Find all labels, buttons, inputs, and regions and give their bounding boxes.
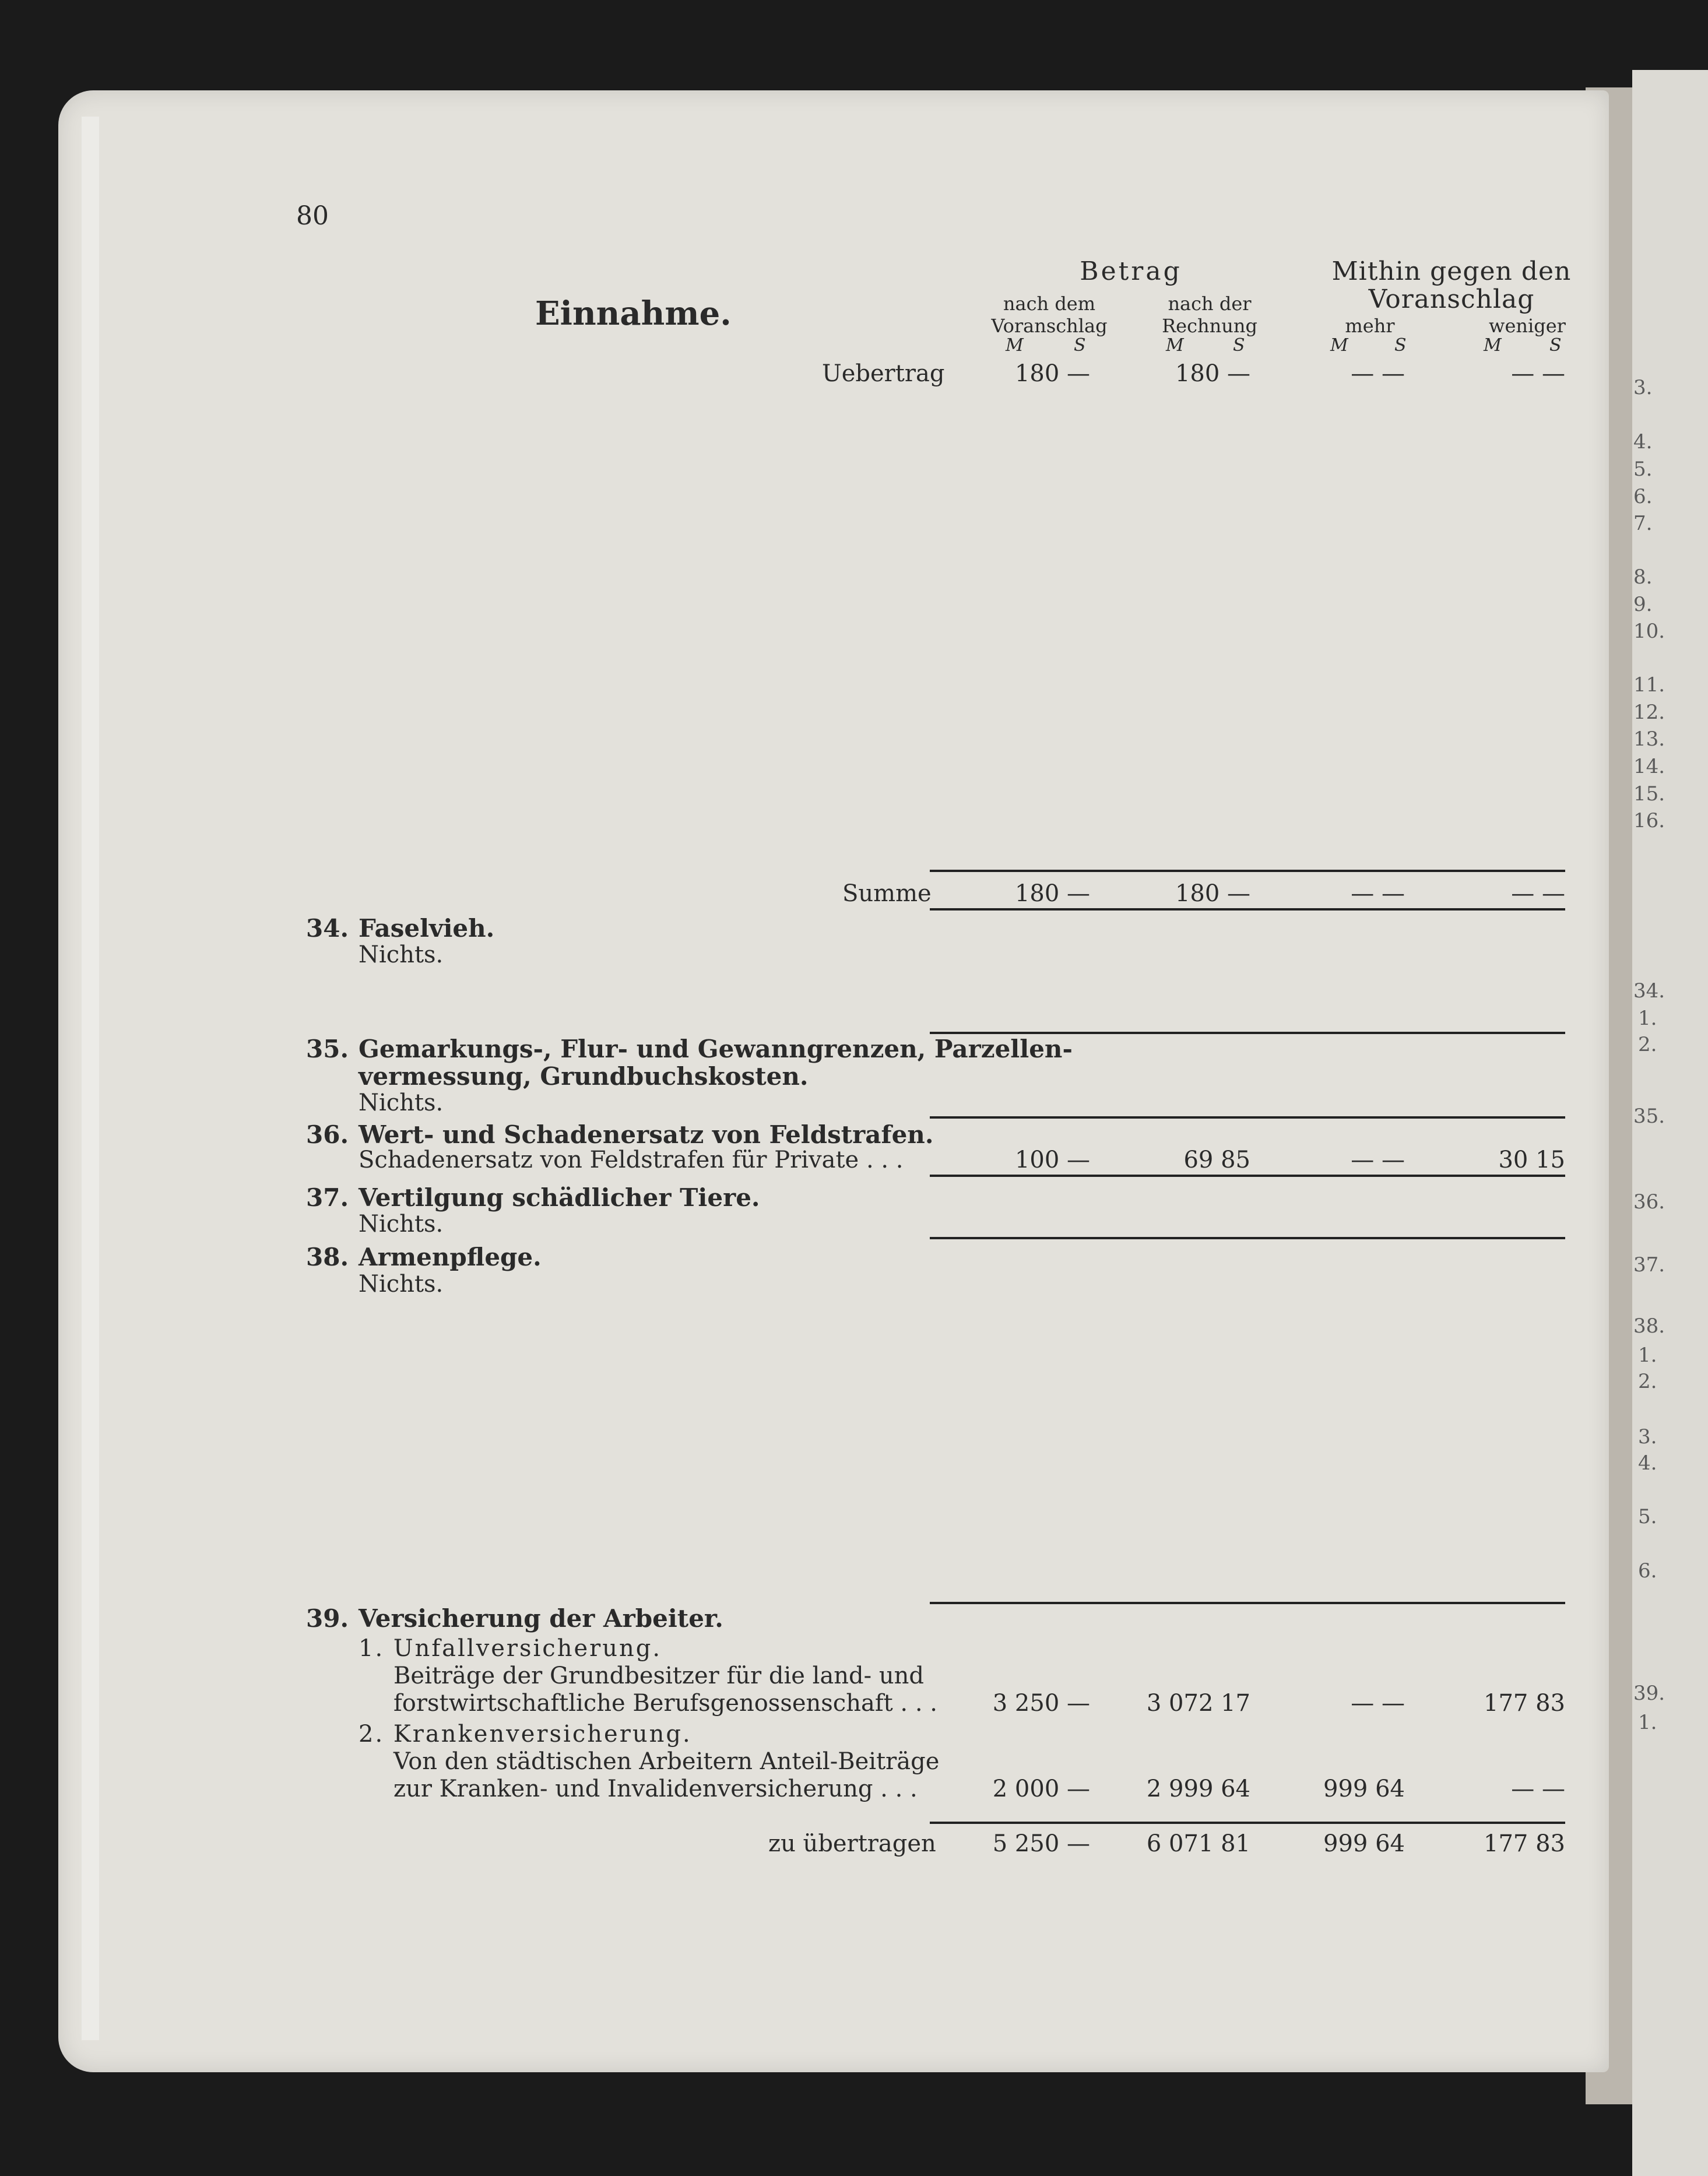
section-39-item-1-mehr: — — (1351, 1690, 1405, 1717)
col-voranschlag-head-1: nach dem (1003, 293, 1096, 315)
summe-weniger: — — (1511, 880, 1565, 907)
zu-uebertragen-rechnung: 6 071 81 (1146, 1830, 1250, 1857)
section-39-item-2-rechnung: 2 999 64 (1146, 1776, 1250, 1802)
uebertrag-rechnung: 180 — (1175, 360, 1250, 387)
section-heading: Einnahme. (535, 294, 732, 333)
section-39-item-2-voranschlag: 2 000 — (992, 1776, 1090, 1802)
facing-page-fragment: 8. (1633, 565, 1653, 589)
facing-page-fragment: 34. (1633, 979, 1665, 1003)
unit-pf: S (1233, 335, 1245, 356)
column-group-mithin: Mithin gegen den (1331, 256, 1572, 286)
section-35-title: Gemarkungs-, Flur- und Gewanngrenzen, Parzellen- (359, 1035, 1073, 1063)
section-36-mehr: — — (1351, 1147, 1405, 1173)
section-37-title: Vertilgung schädlicher Tiere. (359, 1183, 760, 1212)
unit-mark: M (1484, 335, 1502, 356)
facing-page-fragment: 1. (1638, 1344, 1657, 1367)
facing-page-fragment: 38. (1633, 1314, 1665, 1338)
unit-pf: S (1394, 335, 1407, 356)
column-group-betrag: Betrag (1080, 256, 1182, 286)
section-39-item-2-weniger: — — (1511, 1776, 1565, 1802)
summe-mehr: — — (1351, 880, 1405, 907)
col-voranschlag-head-2: Voranschlag (991, 315, 1108, 337)
section-36-body: Schadenersatz von Feldstrafen für Private . . . (359, 1147, 904, 1173)
facing-page-fragment: 35. (1633, 1105, 1665, 1128)
unit-mark: M (1330, 335, 1348, 356)
facing-page-fragment: 4. (1633, 430, 1653, 454)
facing-page-fragment: 6. (1638, 1559, 1657, 1583)
facing-page-fragment: 5. (1638, 1505, 1657, 1528)
column-group-mithin-2: Voranschlag (1368, 284, 1535, 314)
table-rule (930, 1602, 1565, 1604)
facing-page-fragment: 3. (1633, 376, 1653, 399)
facing-page-fragment: 37. (1633, 1253, 1665, 1277)
table-rule (930, 908, 1565, 911)
table-rule (930, 1116, 1565, 1119)
section-37-body: Nichts. (359, 1211, 444, 1238)
facing-page-fragment: 6. (1633, 485, 1653, 508)
page-number: 80 (296, 201, 329, 231)
col-mehr-head: mehr (1345, 315, 1395, 337)
facing-page-fragment: 2. (1638, 1370, 1657, 1393)
facing-page-fragment: 1. (1638, 1711, 1657, 1734)
facing-page-fragment: 11. (1633, 673, 1665, 697)
facing-page-fragment: 12. (1633, 701, 1665, 724)
section-34-number: 34. (306, 914, 349, 943)
section-35-number: 35. (306, 1035, 349, 1063)
section-39-number: 39. (306, 1604, 349, 1633)
zu-uebertragen-mehr: 999 64 (1323, 1830, 1405, 1857)
col-rechnung-head-1: nach der (1168, 293, 1252, 315)
section-37-number: 37. (306, 1183, 349, 1212)
summe-label: Summe (842, 880, 932, 907)
facing-page-fragment: 7. (1633, 512, 1653, 535)
section-34-title: Faselvieh. (359, 914, 495, 943)
section-35-title-2: vermessung, Grundbuchskosten. (359, 1062, 809, 1091)
facing-page-fragment: 39. (1633, 1682, 1665, 1705)
facing-page-fragment: 9. (1633, 593, 1653, 616)
facing-page-fragment: 36. (1633, 1190, 1665, 1214)
section-38-body: Nichts. (359, 1271, 444, 1298)
section-36-weniger: 30 15 (1498, 1147, 1565, 1173)
section-39-item-1-weniger: 177 83 (1484, 1690, 1565, 1717)
table-rule (930, 1237, 1565, 1239)
section-35-body: Nichts. (359, 1089, 444, 1116)
section-39-item-2-title: 2. Krankenversicherung. (359, 1721, 692, 1748)
document-page (58, 90, 1609, 2072)
col-weniger-head: weniger (1489, 315, 1566, 337)
unit-pf: S (1074, 335, 1086, 356)
uebertrag-label: Uebertrag (822, 360, 945, 387)
facing-page-fragment: 10. (1633, 620, 1665, 643)
facing-page-fragment: 1. (1638, 1007, 1657, 1030)
page-edge (82, 117, 99, 2040)
section-38-number: 38. (306, 1243, 349, 1271)
uebertrag-weniger: — — (1511, 360, 1565, 387)
facing-page (1632, 70, 1708, 2176)
section-36-number: 36. (306, 1120, 349, 1149)
uebertrag-voranschlag: 180 — (1014, 360, 1090, 387)
col-rechnung-head-2: Rechnung (1162, 315, 1257, 337)
facing-page-fragment: 2. (1638, 1033, 1657, 1056)
section-39-item-2-line-2: zur Kranken- und Invalidenversicherung . . . (393, 1776, 918, 1802)
facing-page-fragment: 14. (1633, 755, 1665, 778)
facing-page-fragment: 16. (1633, 809, 1665, 832)
section-36-rechnung: 69 85 (1183, 1147, 1250, 1173)
section-39-item-1-rechnung: 3 072 17 (1146, 1690, 1250, 1717)
section-36-voranschlag: 100 — (1014, 1147, 1090, 1173)
section-39-item-2-mehr: 999 64 (1323, 1776, 1405, 1802)
unit-pf: S (1549, 335, 1562, 356)
section-39-item-2-line-1: Von den städtischen Arbeitern Anteil-Beiträge (393, 1748, 940, 1775)
section-39-item-1-title: 1. Unfallversicherung. (359, 1635, 662, 1662)
section-34-body: Nichts. (359, 941, 444, 968)
section-39-item-1-line-1: Beiträge der Grundbesitzer für die land- und (393, 1662, 925, 1689)
facing-page-fragment: 3. (1638, 1425, 1657, 1449)
zu-uebertragen-label: zu übertragen (768, 1830, 936, 1857)
zu-uebertragen-weniger: 177 83 (1484, 1830, 1565, 1857)
facing-page-fragment: 15. (1633, 782, 1665, 806)
table-rule (930, 870, 1565, 872)
table-rule (930, 1175, 1565, 1177)
section-38-title: Armenpflege. (359, 1243, 542, 1271)
section-39-title: Versicherung der Arbeiter. (359, 1604, 723, 1633)
uebertrag-mehr: — — (1351, 360, 1405, 387)
facing-page-fragment: 5. (1633, 458, 1653, 481)
section-39-item-1-voranschlag: 3 250 — (992, 1690, 1090, 1717)
table-rule (930, 1032, 1565, 1034)
table-rule (930, 1822, 1565, 1824)
summe-rechnung: 180 — (1175, 880, 1250, 907)
summe-voranschlag: 180 — (1014, 880, 1090, 907)
facing-page-fragment: 13. (1633, 727, 1665, 751)
unit-mark: M (1006, 335, 1024, 356)
facing-page-fragment: 4. (1638, 1451, 1657, 1475)
zu-uebertragen-voranschlag: 5 250 — (992, 1830, 1090, 1857)
section-36-title: Wert- und Schadenersatz von Feldstrafen. (359, 1120, 934, 1149)
unit-mark: M (1166, 335, 1184, 356)
section-39-item-1-line-2: forstwirtschaftliche Berufsgenossenschaft . . . (393, 1690, 937, 1717)
